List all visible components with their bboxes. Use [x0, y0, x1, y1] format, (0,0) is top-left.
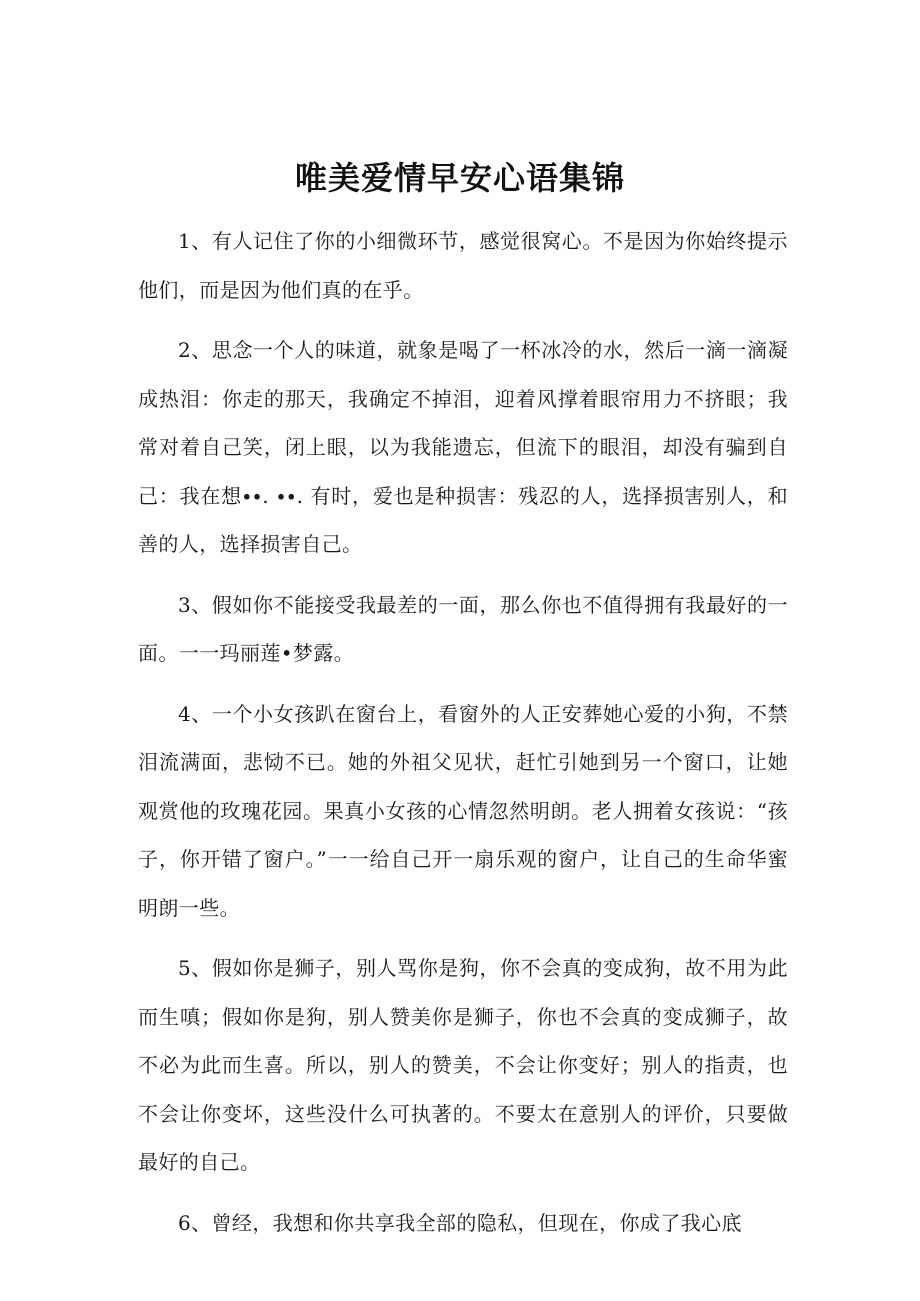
paragraph-6: 6、曾经，我想和你共享我全部的隐私，但现在，你成了我心底	[178, 1210, 742, 1235]
paragraph-5: 5、假如你是狮子，别人骂你是狗，你不会真的变成狗，故不用为此而生嗔；假如你是狗，别人赞美你是狮子，你也不会真的变成狮子，故不必为此而生喜。所以，别人的赞美，不会让你变好；别人的指责，也不会让你变坏，这些没什么可执著的。不要太在意别人的评价，只要做最好的自己。	[138, 956, 788, 1174]
paragraph-1: 1、有人记住了你的小细微环节，感觉很窝心。不是因为你始终提示他们，而是因为他们真的在乎。	[138, 229, 788, 302]
document-title: 唯美爱情早安心语集锦	[294, 159, 625, 198]
paragraph-2: 2、思念一个人的味道，就象是喝了一杯冰冷的水，然后一滴一滴凝成热泪：你走的那天，我确定不掉泪，迎着风撑着眼帘用力不挤眼；我常对着自己笑，闭上眼，以为我能遗忘，但流下的眼泪，却没有骗到自己：我在想∙∙. ∙∙. 有时，爱也是种损害：残忍的人，选择损害别人，和善的人，选择损害自己。	[138, 338, 788, 556]
paragraph-3: 3、假如你不能接受我最差的一面，那么你也不值得拥有我最好的一面。一一玛丽莲•梦露。	[138, 592, 788, 665]
document-body	[138, 217, 788, 1259]
paragraph-4: 4、一个小女孩趴在窗台上，看窗外的人正安葬她心爱的小狗，不禁泪流满面，悲恸不已。她的外祖父见状，赶忙引她到另一个窗口，让她观赏他的玫瑰花园。果真小女孩的心情忽然明朗。老人拥着女孩说：“孩子，你开错了窗户。”一一给自己开一扇乐观的窗户，让自己的生命华蜜明朗一些。	[138, 701, 788, 920]
